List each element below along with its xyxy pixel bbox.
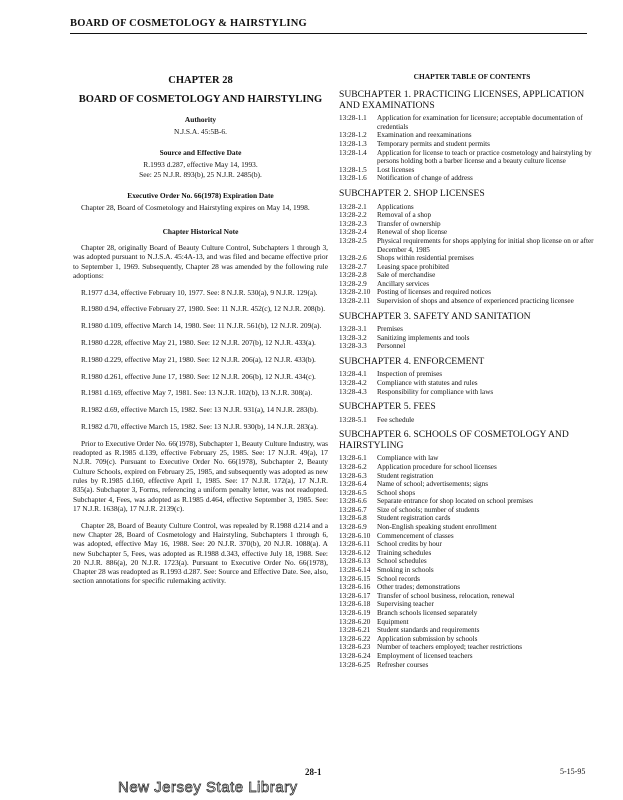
section-title: Student registration (377, 471, 434, 480)
toc-entry (339, 149, 605, 166)
section-number: 13:28-6.8 (339, 514, 367, 523)
toc-entry (339, 114, 605, 131)
section-number: 13:28-4.2 (339, 379, 367, 388)
section-title: Name of school; advertisements; signs (377, 480, 488, 489)
section-number: 13:28-6.23 (339, 643, 371, 652)
section-title: Separate entrance for shop located on school premises (377, 497, 533, 506)
toc-entry (339, 254, 605, 263)
toc-entry (339, 174, 605, 183)
toc-entry (339, 609, 605, 618)
section-number: 13:28-2.1 (339, 202, 367, 211)
left-column (73, 72, 328, 593)
toc-entry (339, 514, 605, 523)
section-title: Removal of a shop (377, 211, 432, 220)
section-title: Supervision of shops and absence of experienced practicing licensee (377, 297, 574, 306)
section-number: 13:28-6.25 (339, 660, 371, 669)
section-title: Inspection of premises (377, 370, 443, 379)
section-number: 13:28-6.1 (339, 454, 367, 463)
page-number: 28-1 (305, 767, 322, 777)
section-title: Lost licenses (377, 165, 415, 174)
section-title: Application for examination for licensure; acceptable documentation of credentials (377, 114, 583, 131)
section-number: 13:28-6.22 (339, 634, 371, 643)
toc-entry (339, 600, 605, 609)
section-title: School schedules (377, 557, 427, 566)
header-rule (70, 33, 587, 34)
toc-entry (339, 228, 605, 237)
section-number: 13:28-3.1 (339, 325, 367, 334)
toc-entry (339, 140, 605, 149)
section-title: Physical requirements for shops applying for initial shop license on or after December 4, 1985 (377, 236, 594, 254)
section-number: 13:28-1.4 (339, 148, 367, 157)
section-title: Application submission by schools (377, 634, 478, 643)
library-stamp: New Jersey State Library (118, 779, 298, 796)
history-repealed-paragraph: Chapter 28, Board of Beauty Culture Control, was repealed by R.1988 d.214 and a new Chapter 28, Board of Cosmetology and Hairstyling, Subchapters 1 through 6, was adopted, effective May 16, 1988. See: 20 N.J.R. 370(b), 20 N.J.R. 1088(a). A new Subchapter 5, Fees, was adopted as R.1988 d.343, effective July 18, 1988. See: 20 N.J.R. 886(a), 20 N.J.R. 1723(a). Pursuant to Executive Order No. 66(1978), Chapter 28 was readopted as R.1993 d.287. See: Source and Effective Date. See, also, section annotations for specific rulemaking activity. (73, 520, 328, 586)
section-number: 13:28-6.14 (339, 566, 371, 575)
section-number: 13:28-2.9 (339, 279, 367, 288)
page-date: 5-15-95 (560, 767, 586, 776)
section-number: 13:28-6.18 (339, 600, 371, 609)
section-title: Leasing space prohibited (377, 262, 449, 271)
toc-entry (339, 297, 605, 306)
section-number: 13:28-1.3 (339, 140, 367, 149)
authority-text: N.J.S.A. 45:5B-6. (174, 126, 227, 136)
section-number: 13:28-6.6 (339, 497, 367, 506)
amendment-note: R.1980 d.228, effective May 21, 1980. See: 12 N.J.R. 207(b), 12 N.J.R. 433(a). (81, 338, 316, 348)
toc-entry (339, 131, 605, 140)
section-number: 13:28-5.1 (339, 415, 367, 424)
section-title: Commencement of classes (377, 531, 454, 540)
section-number: 13:28-2.10 (339, 288, 371, 297)
subchapter-heading: SUBCHAPTER 6. SCHOOLS OF COSMETOLOGY AND HAIRSTYLING (339, 429, 569, 451)
section-title: Shops within residential premises (377, 254, 474, 263)
section-title: Compliance with law (377, 454, 439, 463)
section-number: 13:28-1.2 (339, 131, 367, 140)
toc-entry (339, 220, 605, 229)
toc-title: CHAPTER TABLE OF CONTENTS (413, 72, 531, 81)
subchapter-heading: SUBCHAPTER 2. SHOP LICENSES (339, 188, 485, 200)
section-number: 13:28-6.5 (339, 488, 367, 497)
section-number: 13:28-3.3 (339, 342, 367, 351)
source-text-1: R.1993 d.287, effective May 14, 1993. (143, 160, 258, 170)
section-number: 13:28-2.4 (339, 228, 367, 237)
exec-order-text: Chapter 28, Board of Cosmetology and Hairstyling expires on May 14, 1998. (81, 203, 310, 213)
toc-entry (339, 203, 605, 212)
toc-entry (339, 549, 605, 558)
section-title: Notification of change of address (377, 174, 473, 183)
section-title: Non-English speaking student enrollment (377, 523, 497, 532)
subchapter-heading: SUBCHAPTER 4. ENFORCEMENT (339, 355, 485, 367)
toc-entry (339, 342, 605, 351)
section-number: 13:28-6.15 (339, 574, 371, 583)
toc-entry (339, 472, 605, 481)
amendment-note: R.1980 d.94, effective February 27, 1980. See: 11 N.J.R. 452(c), 12 N.J.R. 208(b). (81, 304, 326, 314)
toc-entry (339, 480, 605, 489)
section-number: 13:28-6.13 (339, 557, 371, 566)
toc-entry (339, 532, 605, 541)
toc-entry (339, 540, 605, 549)
section-title: Sanitizing implements and tools (377, 333, 470, 342)
section-title: Size of schools; number of students (377, 505, 480, 514)
section-title: Student standards and requirements (377, 626, 480, 635)
section-title: Fee schedule (377, 415, 415, 424)
section-title: Personnel (377, 342, 406, 351)
section-title: Applications (377, 202, 414, 211)
toc-entry (339, 334, 605, 343)
history-prior-paragraph: Prior to Executive Order No. 66(1978), Subchapter 1, Beauty Culture Industry, was readopted as R.1985 d.139, effective February 25, 1985. See: 17 N.J.R. 49(a), 17 N.J.R. 709(c). Pursuant to Executive Order No. 66(1978), Subchapter 2, Beauty Culture Schools, expired on February 25, 1985, and subsequently was adopted as new rules by R.1985 d.160, effective April 1, 1985. See: 17 N.J.R. 172(a), 17 N.J.R. 835(a). Subchapter 3, Forms, referencing a uniform penalty letter, was not readopted. Subchapter 4, Fees, was adopted as R.1985 d.464, effective September 3, 1985. See: 17 N.J.R. 1638(a), 17 N.J.R. 2139(c). (73, 438, 328, 513)
toc-entry (339, 618, 605, 627)
section-number: 13:28-6.2 (339, 462, 367, 471)
section-number: 13:28-1.1 (339, 114, 367, 123)
source-heading: Source and Effective Date (159, 148, 242, 158)
toc-entry (339, 643, 605, 652)
history-intro: Chapter 28, originally Board of Beauty Culture Control, Subchapters 1 through 3, was adopted pursuant to N.J.S.A. 45:4A-13, and was filed and became effective prior to September 1, 1969. Subsequently, Chapter 28 was amended by the following rule adoptions: (73, 242, 328, 280)
toc-entry (339, 211, 605, 220)
section-number: 13:28-1.6 (339, 174, 367, 183)
section-number: 13:28-2.8 (339, 271, 367, 280)
section-title: Transfer of school business, relocation, renewal (377, 591, 515, 600)
table-of-contents (339, 72, 605, 669)
section-number: 13:28-2.6 (339, 254, 367, 263)
toc-entry (339, 271, 605, 280)
amendment-note: R.1980 d.261, effective June 17, 1980. See: 12 N.J.R. 206(b), 12 N.J.R. 434(c). (81, 371, 316, 381)
toc-entry (339, 661, 605, 670)
section-title: School credits by hour (377, 540, 442, 549)
section-title: School shops (377, 488, 416, 497)
section-title: Employment of licensed teachers (377, 651, 473, 660)
toc-entry (339, 592, 605, 601)
section-number: 13:28-6.7 (339, 505, 367, 514)
toc-entry (339, 237, 605, 254)
amendment-note: R.1981 d.169, effective May 7, 1981. See: 13 N.J.R. 102(b), 13 N.J.R. 308(a). (81, 388, 313, 398)
section-title: Responsibility for compliance with laws (377, 387, 494, 396)
toc-entry (339, 489, 605, 498)
section-title: Posting of licenses and required notices (377, 288, 491, 297)
section-title: Ancillary services (377, 279, 430, 288)
chapter-number: CHAPTER 28 (168, 75, 233, 86)
toc-entry (339, 379, 605, 388)
section-number: 13:28-2.7 (339, 262, 367, 271)
chapter-title: BOARD OF COSMETOLOGY AND HAIRSTYLING (78, 94, 323, 106)
section-title: Temporary permits and student permits (377, 140, 490, 149)
section-title: Smoking in schools (377, 566, 434, 575)
section-title: Other trades; demonstrations (377, 583, 461, 592)
toc-entry (339, 263, 605, 272)
section-title: Application procedure for school licenses (377, 462, 497, 471)
amendment-note: R.1980 d.109, effective March 14, 1980. See: 11 N.J.R. 561(b), 12 N.J.R. 209(a). (81, 321, 322, 331)
section-number: 13:28-6.20 (339, 617, 371, 626)
toc-entry (339, 575, 605, 584)
toc-entry (339, 566, 605, 575)
section-number: 13:28-2.2 (339, 211, 367, 220)
section-title: Training schedules (377, 548, 432, 557)
section-title: Compliance with statutes and rules (377, 379, 478, 388)
toc-entry (339, 288, 605, 297)
section-number: 13:28-6.3 (339, 471, 367, 480)
section-title: Renewal of shop license (377, 228, 448, 237)
toc-entry (339, 497, 605, 506)
section-title: Sale of merchandise (377, 271, 436, 280)
section-title: Premises (377, 325, 403, 334)
toc-entry (339, 506, 605, 515)
amendment-note: R.1982 d.69, effective March 15, 1982. See: 13 N.J.R. 931(a), 14 N.J.R. 283(b). (81, 405, 318, 415)
section-number: 13:28-4.1 (339, 370, 367, 379)
toc-entry (339, 626, 605, 635)
subchapter-heading: SUBCHAPTER 1. PRACTICING LICENSES, APPLICATION AND EXAMINATIONS (339, 89, 585, 111)
section-number: 13:28-6.4 (339, 480, 367, 489)
section-title: Supervising teacher (377, 600, 434, 609)
toc-entry (339, 523, 605, 532)
toc-entry (339, 280, 605, 289)
amendments-list (73, 288, 328, 432)
amendment-note: R.1982 d.70, effective March 15, 1982. See: 13 N.J.R. 930(b), 14 N.J.R. 283(a). (81, 422, 318, 432)
section-number: 13:28-6.12 (339, 548, 371, 557)
section-number: 13:28-2.11 (339, 297, 371, 306)
exec-order-heading: Executive Order No. 66(1978) Expiration Date (127, 191, 274, 201)
section-number: 13:28-6.19 (339, 609, 371, 618)
toc-entry (339, 416, 605, 425)
toc-entry (339, 635, 605, 644)
section-title: Equipment (377, 617, 409, 626)
section-title: Student registration cards (377, 514, 451, 523)
toc-entry (339, 583, 605, 592)
section-number: 13:28-2.3 (339, 219, 367, 228)
section-title: School records (377, 574, 420, 583)
section-number: 13:28-6.11 (339, 540, 371, 549)
authority-heading: Authority (184, 114, 217, 124)
history-heading: Chapter Historical Note (162, 226, 239, 236)
section-number: 13:28-6.17 (339, 591, 371, 600)
section-number: 13:28-4.3 (339, 387, 367, 396)
section-title: Refresher courses (377, 660, 429, 669)
section-title: Application for license to teach or practice cosmetology and hairstyling by persons holding both a barber license and a beauty culture license (377, 148, 592, 166)
section-number: 13:28-3.2 (339, 333, 367, 342)
section-title: Examination and reexaminations (377, 131, 472, 140)
section-number: 13:28-6.10 (339, 531, 371, 540)
toc-entry (339, 463, 605, 472)
section-number: 13:28-6.9 (339, 523, 367, 532)
section-title: Branch schools licensed separately (377, 609, 478, 618)
section-number: 13:28-1.5 (339, 165, 367, 174)
toc-entry (339, 557, 605, 566)
amendment-note: R.1980 d.229, effective May 21, 1980. See: 12 N.J.R. 206(a), 12 N.J.R. 433(b). (81, 354, 316, 364)
source-text-2: See: 25 N.J.R. 893(b), 25 N.J.R. 2485(b). (139, 169, 262, 179)
toc-entry (339, 388, 605, 397)
section-number: 13:28-2.5 (339, 236, 367, 245)
amendment-note: R.1977 d.34, effective February 10, 1977. See: 8 N.J.R. 530(a), 9 N.J.R. 129(a). (81, 287, 318, 297)
toc-entry (339, 652, 605, 661)
toc-entry (339, 370, 605, 379)
toc-entry (339, 454, 605, 463)
section-number: 13:28-6.16 (339, 583, 371, 592)
subchapter-heading: SUBCHAPTER 5. FEES (339, 401, 436, 413)
toc-subchapters (339, 90, 605, 669)
running-header: BOARD OF COSMETOLOGY & HAIRSTYLING (70, 18, 307, 29)
toc-entry (339, 166, 605, 175)
toc-entry (339, 325, 605, 334)
section-title: Number of teachers employed; teacher restrictions (377, 643, 523, 652)
subchapter-heading: SUBCHAPTER 3. SAFETY AND SANITATION (339, 310, 531, 322)
section-title: Transfer of ownership (377, 219, 441, 228)
section-number: 13:28-6.24 (339, 651, 371, 660)
section-number: 13:28-6.21 (339, 626, 371, 635)
